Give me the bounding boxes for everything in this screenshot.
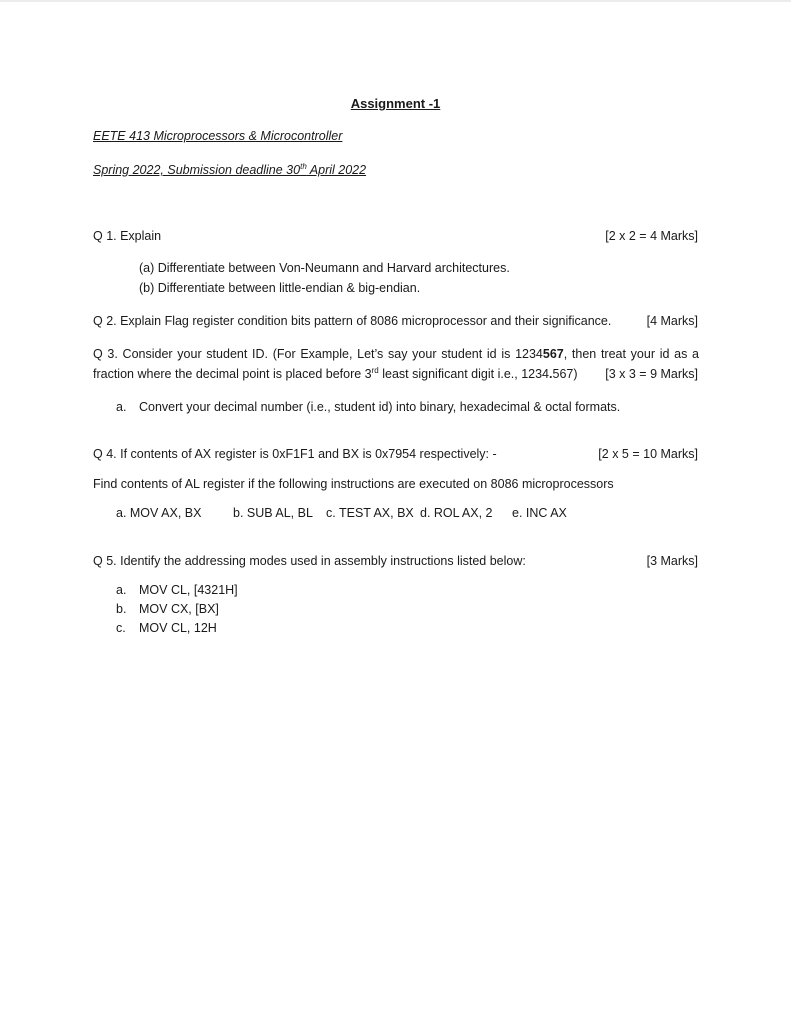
q2-marks: [4 Marks] [646,314,698,328]
q3-text: Q 3. Consider your student ID. (For Example, Let’s say your student id is 1234567, then treat your id as a fraction where the decimal point is placed before 3rd least significant digit i.e., 1234.567) [93,347,699,381]
q5-marks: [3 Marks] [646,554,698,568]
q3-marks: [3 x 3 = 9 Marks] [605,367,698,381]
q4-option-b: b. SUB AL, BL [233,506,313,520]
assignment-title: Assignment -1 [350,96,441,111]
q5-item-a: a. MOV CL, [4321H] [116,583,238,597]
q4-option-d: d. ROL AX, 2 [420,506,493,520]
q2-text: Q 2. Explain Flag register condition bits pattern of 8086 microprocessor and their significance. [93,314,612,328]
q1-label: Q 1. Explain [93,229,162,243]
semester-deadline: Spring 2022, Submission deadline 30th April 2022 [93,161,367,177]
q5-item-b: b. MOV CX, [BX] [116,602,219,616]
q5-label: Q 5. Identify the addressing modes used in assembly instructions listed below: [93,554,526,568]
q1-marks: [2 x 2 = 4 Marks] [605,229,698,243]
q4-label: Q 4. If contents of AX register is 0xF1F1 and BX is 0x7954 respectively: - [93,447,497,461]
q4-option-c: c. TEST AX, BX [326,506,414,520]
course-name: EETE 413 Microprocessors & Microcontroller [93,129,343,143]
q1-item-a: (a) Differentiate between Von-Neumann and Harvard architectures. [139,261,510,275]
q4-marks: [2 x 5 = 10 Marks] [598,447,698,461]
q4-instruction: Find contents of AL register if the following instructions are executed on 8086 microprocessors [93,477,614,491]
q3-item-a: a. Convert your decimal number (i.e., student id) into binary, hexadecimal & octal formats. [116,400,621,414]
q4-option-a: a. MOV AX, BX [116,506,202,520]
q1-item-b: (b) Differentiate between little-endian & big-endian. [139,281,421,295]
top-edge [0,0,791,2]
q5-item-c: c. MOV CL, 12H [116,621,217,635]
q4-options [116,506,567,520]
q4-option-e: e. INC AX [512,506,567,520]
